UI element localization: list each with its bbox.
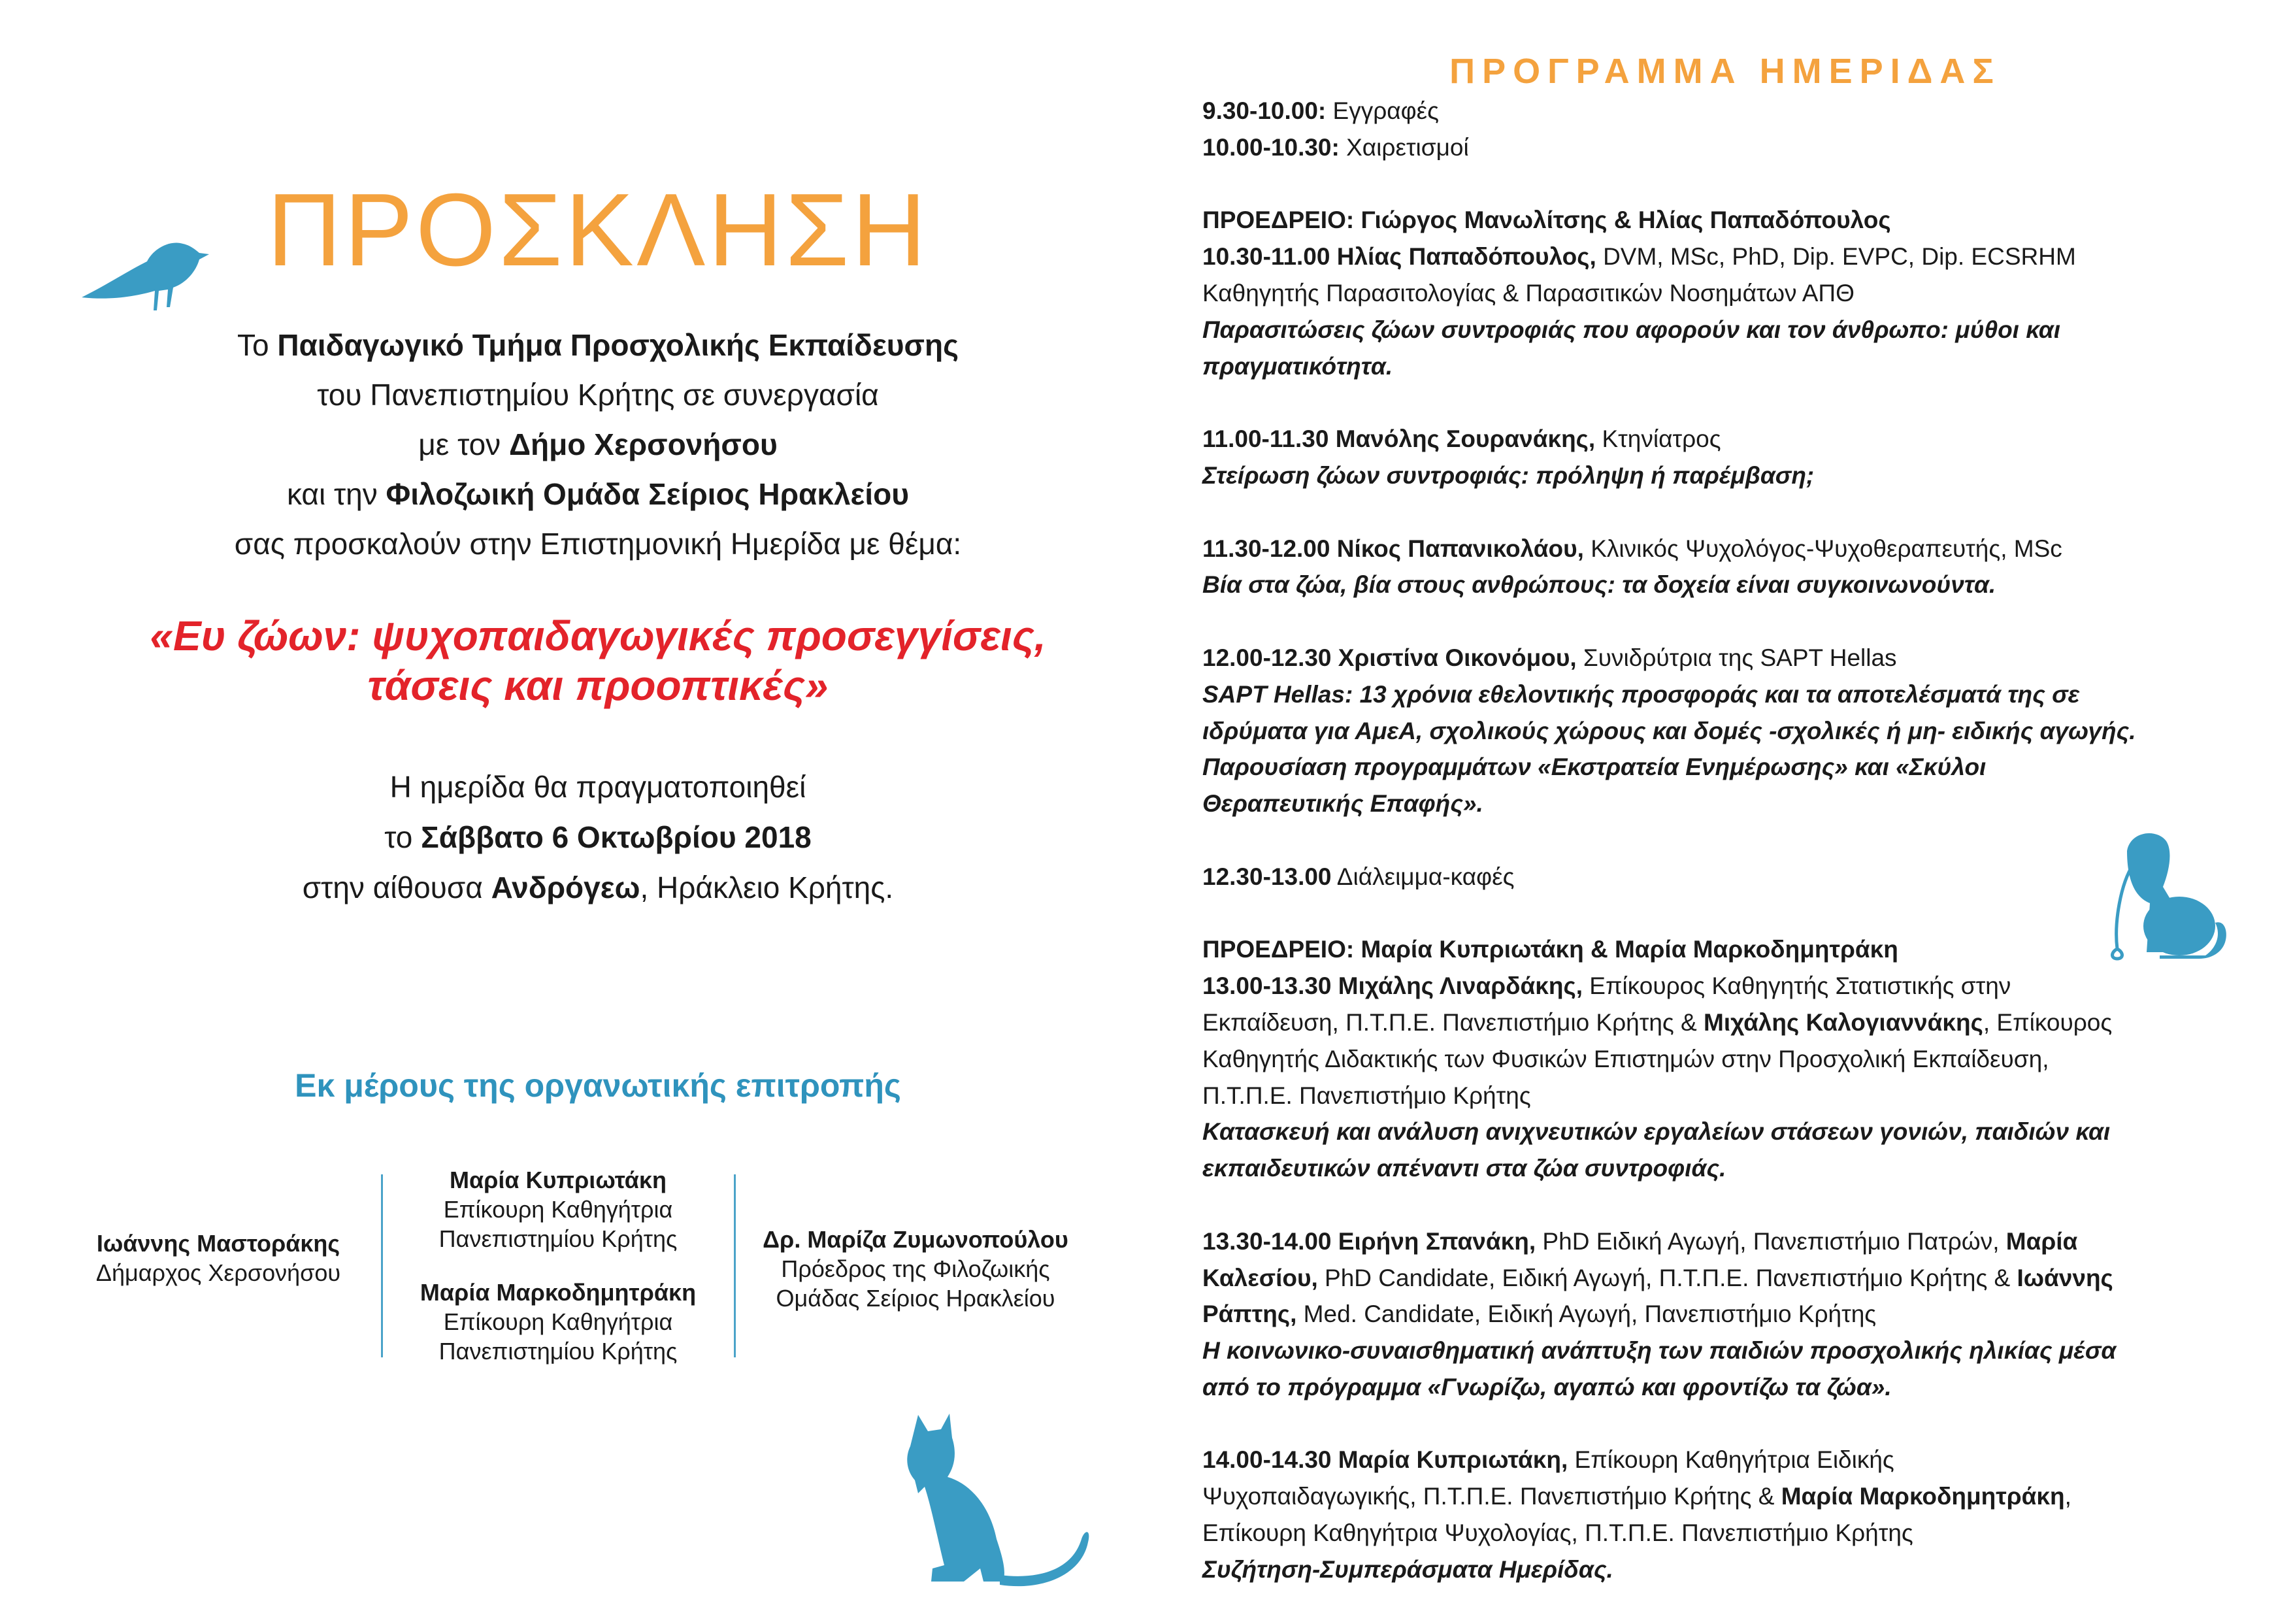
text-segment: Το (237, 328, 278, 362)
member-affiliation: Πανεπιστημίου Κρήτης (438, 1225, 678, 1252)
text-segment: Εγγραφές (1326, 97, 1439, 124)
schedule-line (1202, 1260, 2274, 1297)
text-segment: DVM, MSc, PhD, Dip. EVPC, Dip. ECSRHM (1596, 243, 2076, 271)
text-segment: Καθηγητής Διδακτικής των Φυσικών Επιστημών στην Προσχολική Εκπαίδευση, (1202, 1045, 2049, 1072)
text-segment: 12.00-12.30 Χριστίνα Οικονόμου, (1202, 644, 1577, 671)
text-segment: Κλινικός Ψυχολόγος-Ψυχοθεραπευτής, MSc (1583, 535, 2062, 562)
divider (381, 1174, 383, 1357)
schedule-line (1202, 1114, 2274, 1150)
schedule-line (1202, 749, 2274, 786)
text-segment: 11.30-12.00 Νίκος Παπανικολάου, (1202, 535, 1584, 562)
schedule-line (1202, 457, 2274, 494)
text-segment: Σάββατο 6 Οκτωβρίου 2018 (421, 820, 812, 854)
event-date-venue (0, 762, 1196, 913)
text-segment: 10.00-10.30: (1202, 133, 1340, 161)
text-segment: Διάλειμμα-καφές (1331, 863, 1515, 890)
schedule-line (1202, 1078, 2274, 1114)
text-segment: Παιδαγωγικό Τμήμα Προσχολικής Εκπαίδευσης (277, 328, 959, 362)
text-segment: εκπαιδευτικών απέναντι στα ζώα συντροφιάς. (1202, 1155, 1726, 1182)
schedule-line (1202, 567, 2274, 603)
schedule-item (1202, 1223, 2274, 1406)
schedule-line (1202, 312, 2274, 348)
text-segment: Καλεσίου, (1202, 1264, 1318, 1291)
member-name: Ιωάννης Μαστοράκης (96, 1230, 340, 1257)
event-theme (0, 611, 1196, 710)
schedule-item (1202, 931, 2274, 1187)
text-segment: το (384, 820, 421, 854)
text-segment: Παρουσίαση προγραμμάτων «Εκστρατεία Ενημέρωσης» και «Σκύλοι (1202, 754, 1987, 781)
text-segment: και την (286, 477, 386, 511)
schedule-line (1202, 968, 2274, 1004)
member-role: Επίκουρη Καθηγήτρια (443, 1196, 673, 1223)
text-segment: Δήμο Χερσονήσου (508, 427, 778, 461)
text-segment: , (2064, 1483, 2071, 1510)
schedule-item (1202, 1442, 2274, 1587)
schedule-line (1202, 1150, 2274, 1187)
invitation-title: ΠΡΟΣΚΛΗΣΗ (267, 173, 929, 288)
member-role: Δήμαρχος Χερσονήσου (95, 1259, 341, 1286)
text-segment: ΠΡΟΕΔΡΕΙΟ: Μαρία Κυπριωτάκη & Μαρία Μαρκοδημητράκη (1202, 936, 1898, 963)
text-segment: του Πανεπιστημίου Κρήτης σε συνεργασία (317, 378, 879, 412)
text-segment: Επίκουρη Καθηγήτρια Ψυχολογίας, Π.Τ.Π.Ε. Πανεπιστήμιο Κρήτης (1202, 1519, 1913, 1547)
text-segment: Φιλοζωική Ομάδα Σείριος Ηρακλείου (386, 477, 910, 511)
text-segment: Καθηγητής Παρασιτολογίας & Παρασιτικών Νοσημάτων ΑΠΘ (1202, 279, 1855, 307)
schedule-line (1202, 1333, 2274, 1369)
text-segment: Συζήτηση-Συμπεράσματα Ημερίδας. (1202, 1555, 1613, 1583)
member-affiliation: Ομάδας Σείριος Ηρακλείου (776, 1285, 1055, 1312)
schedule-item (1202, 640, 2274, 822)
member-name: Δρ. Μαρίζα Ζυμωνοπούλου (763, 1226, 1068, 1253)
bird-icon (75, 225, 212, 323)
member-role: Πρόεδρος της Φιλοζωικής (781, 1255, 1050, 1282)
schedule-line (1202, 1478, 2274, 1515)
text-segment: Παρασιτώσεις ζώων συντροφιάς που αφορούν και τον άνθρωπο: μύθοι και (1202, 316, 2060, 343)
schedule-line (1202, 1551, 2274, 1588)
schedule-line (1202, 275, 2274, 312)
committee-member (388, 1165, 728, 1253)
text-segment: Η ημερίδα θα πραγματοποιηθεί (389, 770, 806, 804)
text-segment: με τον (418, 427, 509, 461)
theme-line: τάσεις και προοπτικές» (367, 662, 829, 709)
schedule-line (1202, 93, 2274, 129)
text-segment: ιδρύματα για ΑμεΑ, σχολικούς χώρους και δομές -σχολικές ή μη- ειδικής αγωγής. (1202, 717, 2136, 744)
schedule-line (1202, 239, 2274, 275)
text-segment: 12.30-13.00 (1202, 863, 1332, 890)
text-segment: Κατασκευή και ανάλυση ανιχνευτικών εργαλείων στάσεων γονιών, παιδιών και (1202, 1118, 2111, 1146)
member-name: Μαρία Μαρκοδημητράκη (420, 1279, 697, 1306)
text-segment: 13.00-13.30 Μιχάλης Λιναρδάκης, (1202, 972, 1583, 1000)
schedule-line (1202, 1442, 2274, 1478)
text-segment: Ανδρόγεω (491, 870, 640, 904)
text-segment: Η κοινωνικο-συναισθηματική ανάπτυξη των παιδιών προσχολικής ηλικίας μέσα (1202, 1337, 2117, 1365)
date-line (0, 762, 1196, 812)
intro-line (0, 320, 1196, 370)
schedule-line (1202, 676, 2274, 713)
schedule-line (1202, 421, 2274, 457)
text-segment: 13.30-14.00 Ειρήνη Σπανάκη, (1202, 1227, 1536, 1255)
intro-line (0, 420, 1196, 469)
schedule-line (1202, 202, 2274, 239)
theme-line: «Ευ ζώων: ψυχοπαιδαγωγικές προσεγγίσεις, (150, 612, 1046, 659)
text-segment: Ιωάννης (2017, 1264, 2113, 1291)
text-segment: 11.00-11.30 Μανόλης Σουρανάκης, (1202, 425, 1596, 453)
member-affiliation: Πανεπιστημίου Κρήτης (438, 1338, 678, 1365)
text-segment: 14.00-14.30 Μαρία Κυπριωτάκη, (1202, 1446, 1568, 1474)
text-segment: ΠΡΟΕΔΡΕΙΟ: Γιώργος Μανωλίτσης & Ηλίας Παπαδόπουλος (1202, 207, 1891, 234)
member-name: Μαρία Κυπριωτάκη (450, 1167, 667, 1193)
text-segment: , Ηράκλειο Κρήτης. (640, 870, 894, 904)
text-segment: Θεραπευτικής Επαφής». (1202, 790, 1483, 818)
schedule-line (1202, 129, 2274, 166)
text-segment: 10.30-11.00 Ηλίας Παπαδόπουλος, (1202, 243, 1596, 271)
date-line (0, 863, 1196, 913)
text-segment: Χαιρετισμοί (1339, 133, 1469, 161)
committee-member (746, 1225, 1085, 1313)
text-segment: Συνιδρύτρια της SAPT Hellas (1576, 644, 1897, 671)
text-segment: στην αίθουσα (302, 870, 491, 904)
intro-line (0, 469, 1196, 519)
schedule-item (1202, 93, 2274, 166)
date-line (0, 812, 1196, 863)
text-segment: Επίκουρος Καθηγητής Στατιστικής στην (1583, 972, 2011, 1000)
committee-title: Εκ μέρους της οργανωτικής επιτροπής (295, 1067, 901, 1104)
schedule-line (1202, 786, 2274, 822)
schedule-line (1202, 1004, 2274, 1041)
divider (734, 1174, 736, 1357)
program-title: ΠΡΟΓΡΑΜΜΑ ΗΜΕΡΙΔΑΣ (1449, 52, 2001, 91)
text-segment: Med. Candidate, Ειδική Αγωγή, Πανεπιστήμιο Κρήτης (1296, 1301, 1877, 1328)
schedule-line (1202, 1296, 2274, 1333)
schedule-line (1202, 1369, 2274, 1406)
schedule-line (1202, 640, 2274, 676)
schedule-line (1202, 531, 2274, 567)
text-segment: Επίκουρη Καθηγήτρια Ειδικής (1568, 1446, 1894, 1474)
text-segment: PhD Candidate, Ειδική Αγωγή, Π.Τ.Π.Ε. Πανεπιστήμιο Κρήτης & (1317, 1264, 2017, 1291)
text-segment: Ψυχοπαιδαγωγικής, Π.Τ.Π.Ε. Πανεπιστήμιο Κρήτης & (1202, 1483, 1781, 1510)
text-segment: Μαρία Μαρκοδημητράκη (1781, 1483, 2065, 1510)
text-segment: Εκπαίδευση, Π.Τ.Π.Ε. Πανεπιστήμιο Κρήτης & (1202, 1008, 1704, 1036)
text-segment: SAPT Hellas: 13 χρόνια εθελοντικής προσφοράς και τα αποτελέσματά της σε (1202, 680, 2080, 708)
schedule-item (1202, 202, 2274, 384)
schedule-line (1202, 1515, 2274, 1551)
text-segment: Βία στα ζώα, βία στους ανθρώπους: τα δοχεία είναι συγκοινωνούντα. (1202, 571, 1996, 599)
text-segment: Μιχάλης Καλογιαννάκης (1704, 1008, 1983, 1036)
text-segment: Ράπτης, (1202, 1301, 1297, 1328)
text-segment: Μαρία (2005, 1227, 2078, 1255)
dog-icon (2101, 825, 2232, 962)
schedule-line (1202, 713, 2274, 750)
intro-line (0, 519, 1196, 569)
schedule-item (1202, 421, 2274, 494)
text-segment: Στείρωση ζώων συντροφιάς: πρόληψη ή παρέμβαση; (1202, 461, 1815, 489)
member-role: Επίκουρη Καθηγήτρια (443, 1308, 673, 1335)
schedule-item (1202, 531, 2274, 604)
schedule-line (1202, 348, 2274, 385)
text-segment: PhD Ειδική Αγωγή, Πανεπιστήμιο Πατρών, (1536, 1227, 2006, 1255)
schedule-line (1202, 1041, 2274, 1078)
text-segment: σας προσκαλούν στην Επιστημονική Ημερίδα με θέμα: (234, 527, 962, 561)
intro-paragraph (0, 320, 1196, 569)
text-segment: 9.30-10.00: (1202, 97, 1327, 124)
text-segment: , Επίκουρος (1983, 1008, 2113, 1036)
text-segment: πραγματικότητα. (1202, 352, 1393, 380)
text-segment: Κτηνίατρος (1595, 425, 1721, 453)
text-segment: Π.Τ.Π.Ε. Πανεπιστήμιο Κρήτης (1202, 1082, 1531, 1109)
schedule-line (1202, 1223, 2274, 1260)
committee-member (388, 1278, 728, 1366)
committee-member (48, 1229, 388, 1287)
text-segment: από το πρόγραμμα «Γνωρίζω, αγαπώ και φροντίζω τα ζώα». (1202, 1373, 1892, 1400)
cat-icon (892, 1408, 1095, 1591)
intro-line (0, 370, 1196, 420)
